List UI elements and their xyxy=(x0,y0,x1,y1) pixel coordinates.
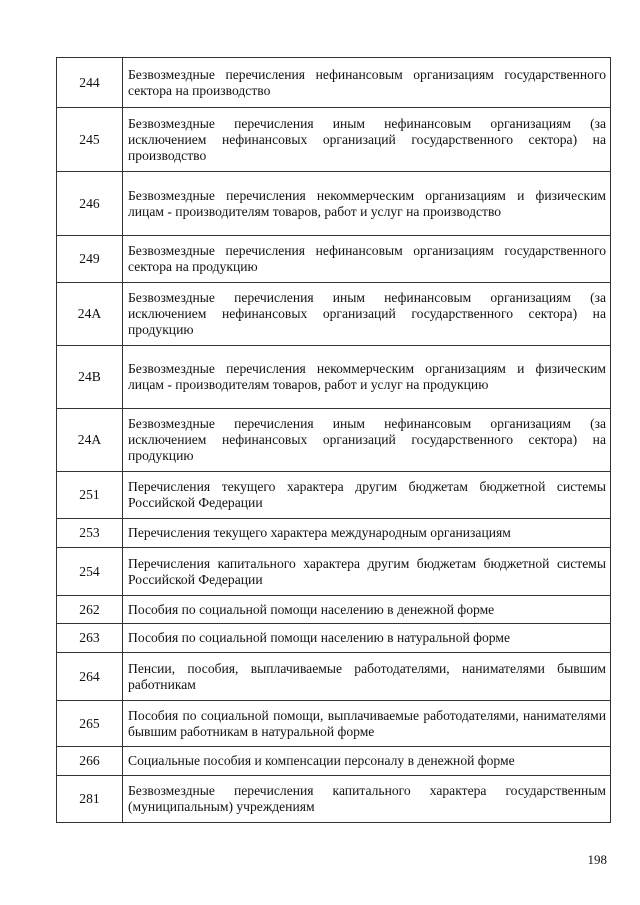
row-description: Социальные пособия и компенсации персоналу в денежной форме xyxy=(123,747,611,776)
row-code: 249 xyxy=(57,236,123,283)
row-code: 251 xyxy=(57,472,123,519)
row-code: 245 xyxy=(57,108,123,172)
page-number: 198 xyxy=(587,852,607,867)
row-code: 24А xyxy=(57,409,123,472)
table-row xyxy=(57,236,611,283)
row-code: 24В xyxy=(57,346,123,409)
row-code: 265 xyxy=(57,701,123,747)
row-description: Безвозмездные перечисления иным нефинансовым организациям (за исключением нефинансовых организаций государственного сектора) на продукцию xyxy=(123,409,611,472)
table-row xyxy=(57,548,611,596)
row-description: Безвозмездные перечисления нефинансовым организациям государственного сектора на продукцию xyxy=(123,236,611,283)
row-description: Пособия по социальной помощи, выплачиваемые работодателями, нанимателями бывшим работникам в натуральной форме xyxy=(123,701,611,747)
row-description: Пенсии, пособия, выплачиваемые работодателями, нанимателями бывшим работникам xyxy=(123,653,611,701)
table-row xyxy=(57,596,611,624)
table-row xyxy=(57,108,611,172)
row-code: 253 xyxy=(57,519,123,548)
table-row xyxy=(57,172,611,236)
row-code: 266 xyxy=(57,747,123,776)
table-row xyxy=(57,701,611,747)
row-description: Безвозмездные перечисления нефинансовым организациям государственного сектора на производство xyxy=(123,58,611,108)
row-code: 263 xyxy=(57,624,123,653)
table-row xyxy=(57,519,611,548)
row-description: Безвозмездные перечисления некоммерческим организациям и физическим лицам - производителям товаров, работ и услуг на производство xyxy=(123,172,611,236)
row-description: Безвозмездные перечисления иным нефинансовым организациям (за исключением нефинансовых организаций государственного сектора) на производство xyxy=(123,108,611,172)
row-code: 281 xyxy=(57,776,123,823)
table-row xyxy=(57,624,611,653)
row-description: Безвозмездные перечисления капитального характера государственным (муниципальным) учреждениям xyxy=(123,776,611,823)
table-row xyxy=(57,653,611,701)
table-row xyxy=(57,283,611,346)
row-code: 264 xyxy=(57,653,123,701)
row-description: Пособия по социальной помощи населению в денежной форме xyxy=(123,596,611,624)
table-row xyxy=(57,747,611,776)
table-row xyxy=(57,58,611,108)
row-code: 254 xyxy=(57,548,123,596)
row-description: Перечисления текущего характера другим бюджетам бюджетной системы Российской Федерации xyxy=(123,472,611,519)
row-code: 244 xyxy=(57,58,123,108)
row-description: Пособия по социальной помощи населению в натуральной форме xyxy=(123,624,611,653)
table-row xyxy=(57,776,611,823)
table-row xyxy=(57,472,611,519)
row-description: Перечисления капитального характера другим бюджетам бюджетной системы Российской Федерации xyxy=(123,548,611,596)
row-code: 262 xyxy=(57,596,123,624)
row-description: Перечисления текущего характера международным организациям xyxy=(123,519,611,548)
table-row xyxy=(57,409,611,472)
table-row xyxy=(57,346,611,409)
row-code: 24А xyxy=(57,283,123,346)
classification-table xyxy=(56,57,611,823)
row-description: Безвозмездные перечисления некоммерческим организациям и физическим лицам - производителям товаров, работ и услуг на продукцию xyxy=(123,346,611,409)
row-code: 246 xyxy=(57,172,123,236)
row-description: Безвозмездные перечисления иным нефинансовым организациям (за исключением нефинансовых организаций государственного сектора) на продукцию xyxy=(123,283,611,346)
